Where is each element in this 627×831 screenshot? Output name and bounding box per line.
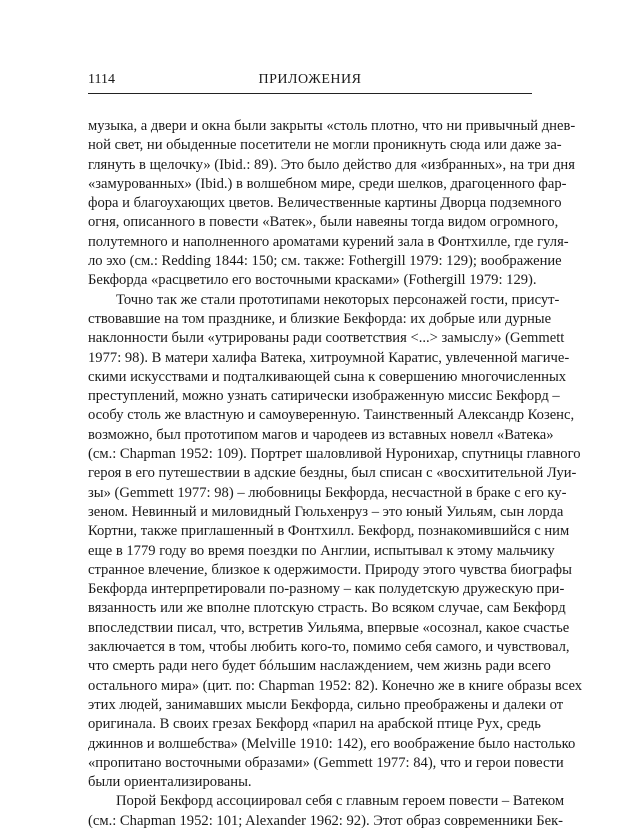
text-line: 1977: 98). В матери халифа Ватека, хитроумной Каратис, увлеченной магиче-: [88, 349, 570, 366]
text-line: Точно так же стали прототипами некоторых персонажей гости, присут-: [116, 291, 560, 308]
text-line: Порой Бекфорд ассоциировал себя с главным героем повести – Ватеком: [116, 793, 565, 810]
text-line: скими искусствами и подталкивающей сына к совершению многочисленных: [88, 368, 567, 385]
text-line: Кортни, также приглашенный в Фонтхилл. Бекфорд, познакомившийся с ним: [88, 523, 570, 540]
text-line: полутемного и наполненного ароматами курений зала в Фонтхилле, где гуля-: [88, 233, 569, 250]
text-line: остального мира» (цит. по: Chapman 1952: 82). Конечно же в книге образы всех: [88, 677, 583, 694]
running-title: ПРИЛОЖЕНИЯ: [258, 72, 362, 87]
text-line: музыка, а двери и окна были закрыты «столь плотно, что ни привычный днев-: [88, 118, 576, 134]
text-line: (см.: Chapman 1952: 101; Alexander 1962: 92). Этот образ современники Бек-: [88, 812, 564, 829]
text-line: джиннов и волшебства» (Melville 1910: 142), его воображение было настолько: [88, 735, 576, 752]
text-line: ло эхо (см.: Redding 1844: 150; см. также: Fothergill 1979: 129); воображение: [88, 253, 562, 270]
text-line: «замурованных» (Ibid.) в волшебном мире, среди шелков, драгоценного фар-: [88, 175, 567, 192]
body-text: [88, 117, 583, 831]
text-line: что смерть ради него будет бóльшим наслаждением, чем жизнь ради всего: [88, 658, 551, 675]
text-line: вязанность или же вполне плотскую страсть. Во всяком случае, сам Бекфорд: [88, 600, 566, 617]
running-header: [88, 72, 532, 92]
text-line: преступлений, можно узнать сатирически изображенную миссис Бекфорд –: [88, 388, 560, 405]
text-line: возможно, был прототипом магов и чародеев из вставных новелл «Ватека»: [88, 426, 554, 443]
text-line: этих людей, занимавших мысли Бекфорда, сильно преображены и далеки от: [88, 696, 564, 713]
page-number: 1114: [88, 72, 115, 87]
text-line: были ориентализированы.: [88, 774, 252, 791]
text-line: еще в 1779 году во время поездки по Англии, испытывал к этому мальчику: [88, 542, 555, 559]
text-line: героя в его путешествии в адские бездны, был списан с «восхитительной Луи-: [88, 465, 577, 482]
text-line: странное влечение, близкое к одержимости. Природу этого чувства биографы: [88, 561, 572, 578]
text-line: наклонности были «утрированы ради соответствия <...> замыслу» (Gemmett: [88, 330, 565, 347]
text-line: «пропитано восточными образами» (Gemmett 1977: 84), что и герои повести: [88, 754, 564, 771]
text-line: фора и благоухающих цветов. Величественные картины Дворца подземного: [88, 195, 562, 212]
text-line: ной свет, ни обыденные посетители не могли проникнуть сюда или даже за-: [88, 137, 562, 154]
text-line: ствовавшие на том празднике, и близкие Бекфорда: их добрые или дурные: [88, 310, 552, 327]
header-rule: [88, 93, 532, 94]
text-line: особу столь же властную и самоуверенную. Таинственный Александр Козенс,: [88, 407, 575, 424]
text-line: Бекфорда «расцветило его восточными красками» (Fothergill 1979: 129).: [88, 272, 537, 289]
text-line: впоследствии писал, что, встретив Уильяма, впервые «осознал, какое счастье: [88, 619, 570, 636]
text-line: зеном. Невинный и миловидный Гюльхенруз – это юный Уильям, сын лорда: [88, 503, 564, 520]
text-line: зы» (Gemmett 1977: 98) – любовницы Бекфорда, несчастной в браке с его ку-: [88, 484, 567, 501]
text-line: (см.: Chapman 1952: 109). Портрет шаловливой Нуронихар, спутницы главного: [88, 446, 581, 463]
text-line: глянуть в щелочку» (Ibid.: 89). Это было действо для «избранных», на три дня: [88, 156, 575, 173]
text-line: Бекфорда интерпретировали по-разному – как полудетскую дружескую при-: [88, 581, 565, 598]
text-line: оригинала. В своих грезах Бекфорд «парил на арабской птице Рух, средь: [88, 716, 541, 733]
text-line: заключается в том, чтобы любить кого-то, помимо себя самого, и чувствовал,: [88, 639, 570, 656]
text-line: огня, описанного в повести «Ватек», были навеяны тогда видом огромного,: [88, 214, 559, 231]
